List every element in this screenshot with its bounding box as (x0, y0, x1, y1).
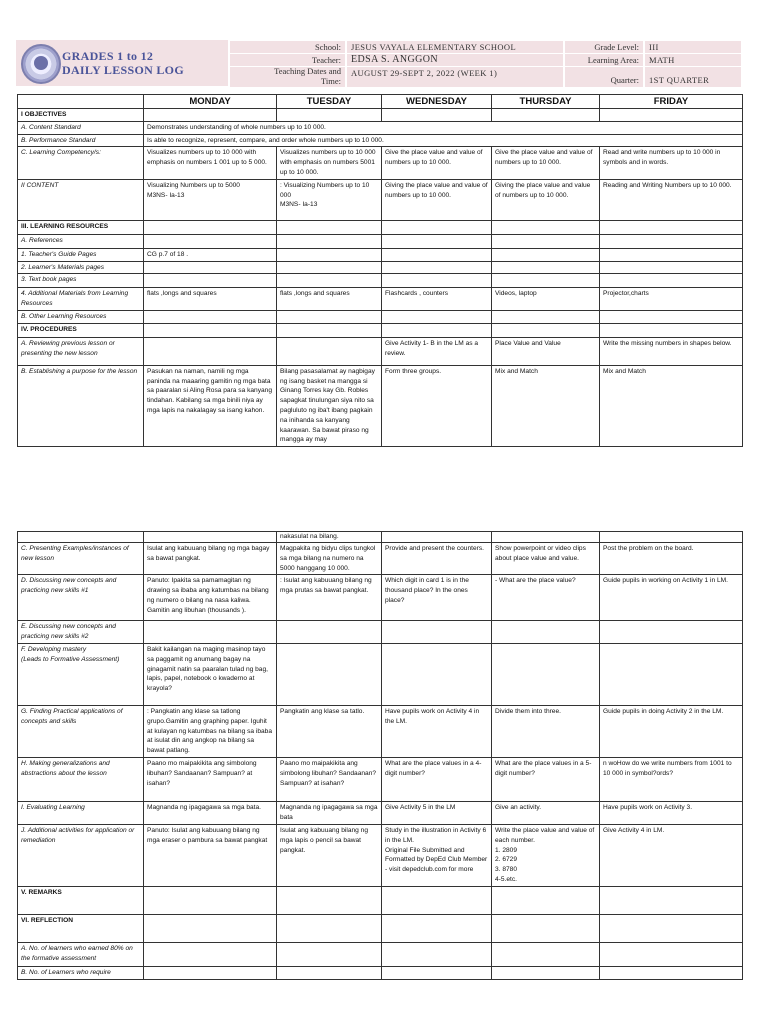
day-cell-monday (144, 914, 277, 942)
standard-text: Is able to recognize, represent, compare, and order whole numbers up to 10 000. (144, 134, 743, 147)
day-cell-friday: Have pupils work on Activity 3. (600, 801, 743, 824)
standard-text: Demonstrates understanding of whole numbers up to 10 000. (144, 121, 743, 134)
day-cell-tuesday (277, 323, 382, 337)
day-cell-friday: Read and write numbers up to 10 000 in symbols and in words. (600, 147, 743, 179)
dates-label-line-1: Teaching Dates and (274, 67, 341, 76)
cell (492, 532, 600, 543)
day-cell-friday: Guide pupils in working on Activity 1 in LM. (600, 575, 743, 621)
day-cell-wednesday (382, 966, 492, 979)
day-cell-tuesday: Visualizes numbers up to 10 000 with emphasis on numbers 5001 up to 10 000. (277, 147, 382, 179)
day-cell-tuesday: Bilang pasasalamat ay nagbigay ng isang basket na mangga si Ginang Torres kay Gb. Robles sapagkat tinulungan siya nito sa pagluluto ng iba't ibang pagkain na inihanda sa kanyang kaarawan. Sa bawat piraso ng mangga ay may (277, 365, 382, 446)
day-cell-friday (600, 310, 743, 323)
procedure-row (18, 248, 743, 261)
row-label: A. References (18, 234, 144, 248)
teacher-label: Teacher: (230, 54, 345, 66)
row-label: VI. REFLECTION (18, 914, 144, 942)
day-cell-wednesday: Give Activity 1- B in the LM as a review. (382, 337, 492, 365)
day-cell-wednesday (382, 621, 492, 644)
corner-cell (18, 95, 144, 109)
day-cell-wednesday: Giving the place value and value of numbers up to 10 000. (382, 179, 492, 220)
procedure-row (18, 575, 743, 621)
day-cell-friday (600, 643, 743, 705)
day-cell-friday (600, 621, 743, 644)
day-cell-friday: Projector,charts (600, 288, 743, 311)
dates-label-line-2: Time: (320, 75, 341, 86)
logo-panel (16, 40, 228, 86)
day-cell-monday (144, 621, 277, 644)
procedure-row (18, 914, 743, 942)
procedure-row (18, 621, 743, 644)
day-cell-friday (600, 234, 743, 248)
procedure-row (18, 942, 743, 966)
day-cell-monday (144, 261, 277, 274)
label-cell (18, 532, 144, 543)
row-label: 2. Learner's Materials pages (18, 261, 144, 274)
grade-level-value: III (645, 41, 741, 53)
day-cell-thursday (492, 643, 600, 705)
day-cell-friday (600, 914, 743, 942)
procedure-row (18, 824, 743, 886)
day-cell-monday (144, 310, 277, 323)
day-cell-thursday: Place Value and Value (492, 337, 600, 365)
day-cell-thursday: - What are the place value? (492, 575, 600, 621)
row-label: II CONTENT (18, 179, 144, 220)
cell (382, 532, 492, 543)
deped-seal-icon (21, 44, 61, 84)
row-label: I OBJECTIVES (18, 109, 144, 122)
continuation-row (18, 532, 743, 543)
procedure-row (18, 234, 743, 248)
day-cell-wednesday: Give the place value and value of numbers up to 10 000. (382, 147, 492, 179)
procedure-row (18, 337, 743, 365)
day-cell-wednesday (382, 274, 492, 288)
day-cell-tuesday (277, 220, 382, 234)
day-cell-wednesday: Provide and present the counters. (382, 543, 492, 575)
day-header-row (18, 95, 743, 109)
day-cell-monday: : Pangkatin ang klase sa tatlong grupo.Gamitin ang graphing paper. Iguhit at kulayan ng katumbas na bilang sa ibaba at isulat din ang angkop na bilang sa bawat patlang. (144, 705, 277, 757)
day-cell-tuesday (277, 248, 382, 261)
day-cell-wednesday (382, 220, 492, 234)
day-cell-thursday: Videos, laptop (492, 288, 600, 311)
day-cell-tuesday (277, 643, 382, 705)
day-cell-wednesday: Which digit in card 1 is in the thousand place? In the ones place? (382, 575, 492, 621)
day-cell-monday (144, 274, 277, 288)
day-cell-wednesday (382, 248, 492, 261)
day-cell-tuesday (277, 261, 382, 274)
day-cell-wednesday (382, 261, 492, 274)
row-label: 1. Teacher's Guide Pages (18, 248, 144, 261)
procedure-row (18, 365, 743, 446)
day-cell-monday (144, 234, 277, 248)
day-cell-monday: Panuto: Ipakita sa pamamagitan ng drawing sa ibaba ang katumbas na bilang ng numero o bilang na nasa kaliwa. Gamitin ang libuhan (thousands ). (144, 575, 277, 621)
day-cell-wednesday: Flashcards , counters (382, 288, 492, 311)
day-cell-monday: Isulat ang kabuuang bilang ng mga bagay sa bawat pangkat. (144, 543, 277, 575)
day-cell-thursday (492, 310, 600, 323)
day-cell-wednesday (382, 886, 492, 914)
day-cell-wednesday (382, 942, 492, 966)
quarter-label: Quarter: (565, 67, 643, 87)
day-cell-thursday (492, 966, 600, 979)
day-cell-tuesday (277, 886, 382, 914)
day-cell-monday (144, 966, 277, 979)
procedure-row (18, 801, 743, 824)
day-header: MONDAY (144, 95, 277, 109)
learning-area-label: Learning Area: (565, 54, 643, 66)
title-line-2: DAILY LESSON LOG (62, 63, 184, 77)
day-cell-wednesday (382, 310, 492, 323)
day-cell-thursday: What are the place values in a 5-digit number? (492, 757, 600, 801)
row-label: A. Content Standard (18, 121, 144, 134)
row-label: H. Making generalizations and abstractions about the lesson (18, 757, 144, 801)
day-cell-monday: Paano mo maipakikita ang simbolong libuhan? Sandaanan? Sampuan? at isahan? (144, 757, 277, 801)
day-cell-wednesday (382, 234, 492, 248)
day-cell-thursday (492, 942, 600, 966)
row-label: A. Reviewing previous lesson or presenting the new lesson (18, 337, 144, 365)
day-header: TUESDAY (277, 95, 382, 109)
day-cell-thursday (492, 621, 600, 644)
day-cell-tuesday (277, 274, 382, 288)
day-cell-tuesday (277, 914, 382, 942)
row-label: 3. Text book pages (18, 274, 144, 288)
day-cell-wednesday (382, 914, 492, 942)
procedure-row (18, 288, 743, 311)
day-cell-tuesday: flats ,longs and squares (277, 288, 382, 311)
day-cell-wednesday: Form three groups. (382, 365, 492, 446)
day-cell-tuesday (277, 621, 382, 644)
procedure-row (18, 147, 743, 179)
row-label: IV. PROCEDURES (18, 323, 144, 337)
day-cell-friday (600, 261, 743, 274)
day-cell-wednesday (382, 643, 492, 705)
day-cell-thursday (492, 261, 600, 274)
day-cell-friday: Mix and Match (600, 365, 743, 446)
day-cell-tuesday (277, 966, 382, 979)
row-label: B. No. of Learners who require (18, 966, 144, 979)
day-cell-monday: Visualizing Numbers up to 5000 M3NS- Ia-13 (144, 179, 277, 220)
day-cell-tuesday: Isulat ang kabuuang bilang ng mga lapis o pencil sa bawat pangkat. (277, 824, 382, 886)
procedure-row (18, 179, 743, 220)
day-header: WEDNESDAY (382, 95, 492, 109)
day-cell-thursday: Give the place value and value of numbers up to 10 000. (492, 147, 600, 179)
procedure-row (18, 121, 743, 134)
day-cell-wednesday: What are the place values in a 4-digit number? (382, 757, 492, 801)
day-cell-thursday (492, 248, 600, 261)
day-cell-monday: Panuto: Isulat ang kabuuang bilang ng mga eraser o pambura sa bawat pangkat (144, 824, 277, 886)
day-cell-tuesday: Magnanda ng ipagagawa sa mga bata (277, 801, 382, 824)
day-cell-tuesday: Pangkatin ang klase sa tatlo. (277, 705, 382, 757)
day-cell-thursday: Show powerpoint or video clips about place value and value. (492, 543, 600, 575)
procedure-row (18, 323, 743, 337)
row-label: G. Finding Practical applications of concepts and skills (18, 705, 144, 757)
day-cell-tuesday: : Visualizing Numbers up to 10 000 M3NS- Ia-13 (277, 179, 382, 220)
day-cell-monday (144, 337, 277, 365)
day-cell-monday: flats ,longs and squares (144, 288, 277, 311)
day-cell-wednesday: Give Activity 5 in the LM (382, 801, 492, 824)
day-cell-monday: Bakit kailangan na maging masinop tayo sa paggamit ng anumang bagay na ginagamit natin sa paaralan tulad ng bag, lapis, papel, notebook o kwaderno at krayola? (144, 643, 277, 705)
procedure-row (18, 966, 743, 979)
row-label: III. LEARNING RESOURCES (18, 220, 144, 234)
day-cell-friday (600, 109, 743, 122)
row-label: 4. Additional Materials from Learning Resources (18, 288, 144, 311)
lesson-table-page-1 (17, 94, 743, 447)
day-cell-thursday (492, 886, 600, 914)
day-cell-friday (600, 220, 743, 234)
quarter-value: 1ST QUARTER (645, 67, 741, 87)
day-cell-friday (600, 942, 743, 966)
procedure-row (18, 643, 743, 705)
procedure-row (18, 705, 743, 757)
day-cell-monday: Magnanda ng ipagagawa sa mga bata. (144, 801, 277, 824)
day-cell-friday (600, 886, 743, 914)
day-cell-friday: Post the problem on the board. (600, 543, 743, 575)
row-label: C. Learning Competency/s: (18, 147, 144, 179)
day-cell-wednesday: Have pupils work on Activity 4 in the LM. (382, 705, 492, 757)
teacher-value: EDSA S. ANGGON (347, 54, 563, 66)
day-cell-thursday: Mix and Match (492, 365, 600, 446)
procedure-row (18, 261, 743, 274)
day-header: THURSDAY (492, 95, 600, 109)
day-cell-thursday: Write the place value and value of each number. 1. 2809 2. 6729 3. 8780 4-5.etc. (492, 824, 600, 886)
lesson-table-page-2 (17, 531, 743, 980)
day-cell-tuesday: Magpakita ng bidyu clips tungkol sa mga bilang na numero na 5000 hanggang 10 000. (277, 543, 382, 575)
procedure-row (18, 274, 743, 288)
learning-area-value: MATH (645, 54, 741, 66)
day-header: FRIDAY (600, 95, 743, 109)
day-cell-tuesday (277, 337, 382, 365)
day-cell-thursday: Divide them into three. (492, 705, 600, 757)
day-cell-monday: Pasukan na naman, namili ng mga paninda na maaaring gamitin ng mga bata sa paaralan si Aling Rosa para sa kanyang tindahan. Kabilang sa mga binili niya ay mga lapis na nakalagay sa isang kahon. (144, 365, 277, 446)
day-cell-friday: Reading and Writing Numbers up to 10 000. (600, 179, 743, 220)
row-label: A. No. of learners who earned 80% on the formative assessment (18, 942, 144, 966)
day-cell-friday: n woHow do we write numbers from 1001 to 10 000 in symbol?ords? (600, 757, 743, 801)
day-cell-friday: Give Activity 4 in LM. (600, 824, 743, 886)
day-cell-monday (144, 942, 277, 966)
day-cell-tuesday (277, 109, 382, 122)
day-cell-wednesday (382, 323, 492, 337)
procedure-row (18, 757, 743, 801)
day-cell-friday: Guide pupils in doing Activity 2 in the LM. (600, 705, 743, 757)
day-cell-monday: Visualizes numbers up to 10 000 with emphasis on numbers 1 001 up to 5 000. (144, 147, 277, 179)
day-cell-monday (144, 323, 277, 337)
day-cell-tuesday: : Isulat ang kabuuang bilang ng mga prutas sa bawat pangkat. (277, 575, 382, 621)
cell (144, 532, 277, 543)
school-value: JESUS VAYALA ELEMENTARY SCHOOL (347, 41, 563, 53)
day-cell-thursday (492, 274, 600, 288)
day-cell-monday (144, 220, 277, 234)
day-cell-thursday (492, 914, 600, 942)
row-label: I. Evaluating Learning (18, 801, 144, 824)
row-label: F. Developing mastery (Leads to Formative Assessment) (18, 643, 144, 705)
row-label: B. Other Learning Resources (18, 310, 144, 323)
day-cell-tuesday: Paano mo maipakikita ang simbolong libuhan? Sandaanan? Sampuan? at isahan? (277, 757, 382, 801)
title-line-1: GRADES 1 to 12 (62, 49, 154, 63)
day-cell-thursday (492, 323, 600, 337)
dates-label (230, 67, 345, 87)
day-cell-monday: CG p.7 of 18 . (144, 248, 277, 261)
row-label: B. Performance Standard (18, 134, 144, 147)
grade-level-label: Grade Level: (565, 41, 643, 53)
row-label: E. Discussing new concepts and practicing new skills #2 (18, 621, 144, 644)
day-cell-friday (600, 248, 743, 261)
day-cell-thursday (492, 220, 600, 234)
day-cell-friday (600, 323, 743, 337)
day-cell-monday (144, 109, 277, 122)
procedure-row (18, 134, 743, 147)
row-label: C. Presenting Examples/instances of new lesson (18, 543, 144, 575)
day-cell-friday: Write the missing numbers in shapes below. (600, 337, 743, 365)
day-cell-wednesday (382, 109, 492, 122)
row-label: D. Discussing new concepts and practicing new skills #1 (18, 575, 144, 621)
procedure-row (18, 310, 743, 323)
lesson-log-header (16, 40, 741, 88)
row-label: V. REMARKS (18, 886, 144, 914)
day-cell-thursday: Giving the place value and value of numbers up to 10 000. (492, 179, 600, 220)
day-cell-tuesday (277, 942, 382, 966)
row-label: B. Establishing a purpose for the lesson (18, 365, 144, 446)
continuation-text: nakasulat na bilang. (277, 532, 382, 543)
day-cell-tuesday (277, 310, 382, 323)
day-cell-friday (600, 966, 743, 979)
procedure-row (18, 886, 743, 914)
procedure-row (18, 543, 743, 575)
procedure-row (18, 109, 743, 122)
day-cell-monday (144, 886, 277, 914)
procedure-row (18, 220, 743, 234)
row-label: J. Additional activities for application or remediation (18, 824, 144, 886)
dates-value: AUGUST 29-SEPT 2, 2022 (WEEK 1) (347, 67, 563, 87)
day-cell-friday (600, 274, 743, 288)
day-cell-tuesday (277, 234, 382, 248)
school-label: School: (230, 41, 345, 53)
day-cell-thursday (492, 234, 600, 248)
cell (600, 532, 743, 543)
day-cell-wednesday: Study in the illustration in Activity 6 in the LM. Original File Submitted and Formatted by DepEd Club Member - visit depedclub.com for more (382, 824, 492, 886)
day-cell-thursday (492, 109, 600, 122)
day-cell-thursday: Give an activity. (492, 801, 600, 824)
